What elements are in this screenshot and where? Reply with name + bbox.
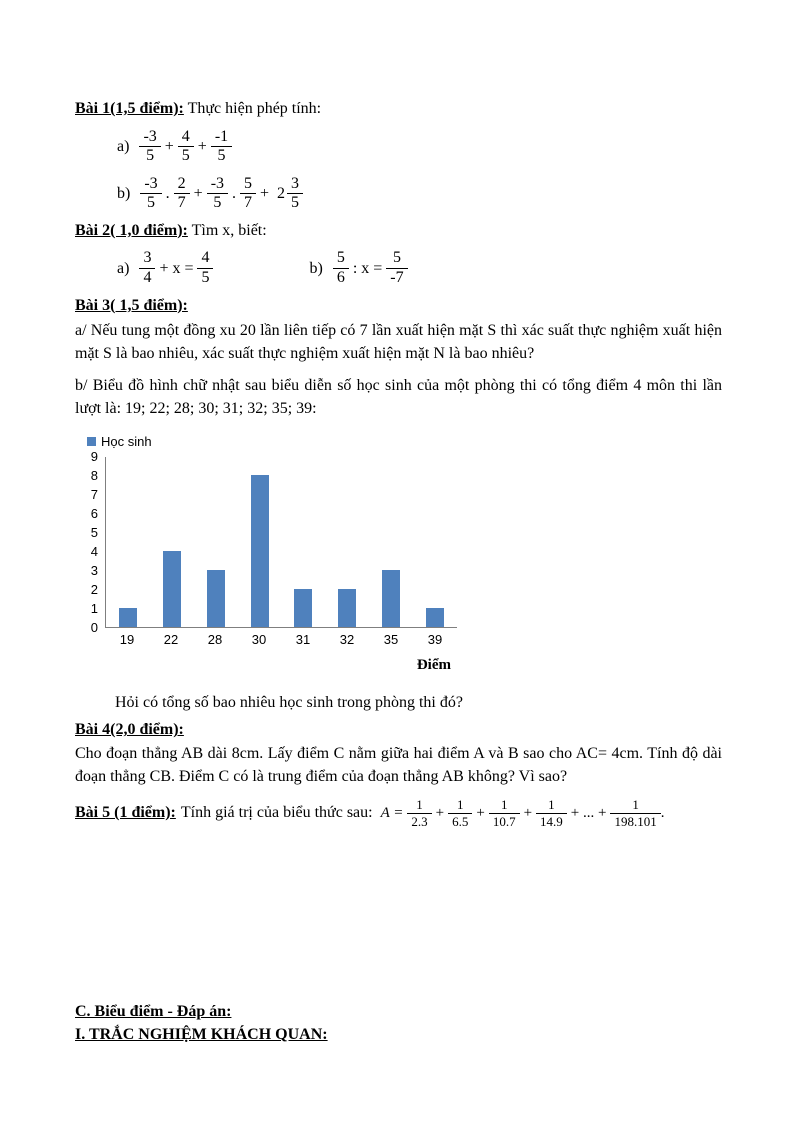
bai3-heading-line	[75, 296, 722, 317]
fraction-numerator: 1	[448, 798, 472, 814]
x-tick-label: 39	[427, 631, 443, 647]
bai2-heading-line	[75, 221, 722, 242]
fraction-numerator: -3	[207, 176, 228, 195]
fraction	[407, 798, 431, 828]
x-tick-label: 35	[383, 631, 399, 647]
operator: +	[193, 184, 203, 202]
item-b-label: b)	[309, 259, 323, 277]
bai1-intro: Thực hiện phép tính:	[187, 100, 322, 117]
fraction-denominator: 5	[291, 194, 300, 212]
bar	[119, 608, 137, 627]
chart-bars	[105, 457, 457, 628]
y-tick-label: 7	[90, 486, 98, 502]
x-tick-label: 31	[295, 631, 311, 647]
fraction-denominator: 7	[177, 194, 186, 212]
y-tick-label: 8	[90, 467, 98, 483]
fraction-numerator: 1	[489, 798, 520, 814]
y-tick-label: 9	[90, 448, 98, 464]
legend-swatch-icon	[87, 437, 96, 446]
fraction-denominator: 5	[217, 147, 226, 165]
fraction-numerator: 4	[197, 250, 213, 269]
fraction-denominator: 6	[336, 269, 345, 287]
fraction-numerator: 3	[287, 176, 303, 195]
fraction-numerator: 1	[407, 798, 431, 814]
expression-period: .	[660, 804, 665, 821]
bai5-title: Bài 5 (1 điểm):	[75, 804, 176, 822]
fraction	[197, 250, 213, 287]
x-tick-label: 32	[339, 631, 355, 647]
operator: : x =	[352, 259, 383, 277]
operator: +	[260, 184, 270, 202]
bar-cell	[238, 457, 282, 627]
y-tick-label: 6	[90, 505, 98, 521]
fraction-denominator: 5	[146, 194, 155, 212]
bai4-heading-line	[75, 720, 722, 741]
fraction	[174, 176, 190, 213]
y-tick-label: 1	[90, 600, 98, 616]
fraction-denominator: 5	[213, 194, 222, 212]
chart-x-axis-title: Điểm	[416, 656, 451, 673]
bar-chart	[83, 434, 463, 674]
y-tick-label: 5	[90, 524, 98, 540]
bai4-title: Bài 4(2,0 điểm):	[75, 721, 184, 739]
fraction-numerator: -3	[140, 176, 161, 195]
footer-line-2: I. TRẮC NGHIỆM KHÁCH QUAN:	[75, 1026, 328, 1044]
bai1-item-a	[75, 127, 722, 167]
bai5-intro: Tính giá trị của biểu thức sau:	[180, 804, 373, 822]
fraction-denominator: 5	[181, 147, 190, 165]
bai1-item-b	[75, 174, 722, 214]
bai3-paragraph-a: a/ Nếu tung một đồng xu 20 lần liên tiếp có 7 lần xuất hiện mặt S thì xác suất thực nghiệm xuất hiện mặt S là bao nhiêu, xác suất thực nghiệm xuất hiện mặt N là bao nhiêu?	[75, 322, 722, 362]
operator: + ... +	[570, 804, 607, 821]
fraction	[140, 176, 161, 213]
bai2-intro: Tìm x, biết:	[191, 221, 267, 239]
mixed-number-whole: 2	[277, 184, 286, 202]
bar	[294, 589, 312, 627]
fraction-numerator: 3	[139, 250, 155, 269]
x-tick-label: 28	[207, 631, 223, 647]
chart-legend	[87, 434, 463, 449]
bar	[251, 475, 269, 627]
legend-label: Học sinh	[101, 433, 152, 449]
operator: +	[523, 804, 533, 821]
bai1-heading-line	[75, 99, 722, 120]
item-a-label: a)	[117, 137, 130, 155]
fraction-denominator: 10.7	[492, 813, 516, 829]
fraction	[178, 129, 194, 166]
bai3-title: Bài 3( 1,5 điểm):	[75, 296, 188, 314]
operator: +	[476, 804, 485, 821]
chart-x-axis-labels	[105, 628, 457, 647]
footer-line-1: C. Biểu điểm - Đáp án:	[75, 1003, 232, 1020]
bar-cell	[413, 457, 457, 627]
fraction-numerator: -1	[211, 129, 232, 148]
fraction-denominator: 5	[201, 269, 210, 287]
operator: .	[232, 184, 237, 202]
fraction-denominator: 6.5	[452, 813, 469, 829]
fraction-numerator: 5	[333, 250, 349, 269]
bar-cell	[194, 457, 238, 627]
bar-cell	[282, 457, 326, 627]
chart-plot-area	[83, 448, 463, 635]
operator: +	[164, 137, 174, 155]
footer-headings	[75, 1000, 328, 1046]
bar-cell	[369, 457, 413, 627]
fraction	[448, 798, 472, 828]
y-tick-label: 4	[90, 543, 98, 559]
y-tick-label: 3	[90, 562, 98, 578]
fraction-numerator: 5	[386, 250, 407, 269]
fraction	[240, 176, 256, 213]
item-a-label: a)	[117, 259, 130, 277]
fraction-numerator: 2	[174, 176, 190, 195]
operator: + x =	[159, 259, 194, 277]
bar-cell	[325, 457, 369, 627]
y-tick-label: 0	[90, 619, 98, 635]
bai5-expression	[381, 798, 665, 828]
operator: .	[165, 184, 170, 202]
fraction-numerator: -3	[139, 129, 160, 148]
bar-cell	[106, 457, 150, 627]
fraction	[139, 250, 155, 287]
y-tick-label: 2	[90, 581, 98, 597]
fraction-denominator: -7	[390, 269, 404, 287]
bar	[163, 551, 181, 627]
bai2-items	[75, 249, 722, 289]
fraction-denominator: 2.3	[411, 813, 428, 829]
bai2-title: Bài 2( 1,0 điểm):	[75, 221, 188, 239]
fraction	[386, 250, 407, 287]
operator: +	[435, 804, 445, 821]
fraction	[333, 250, 349, 287]
fraction-denominator: 198.101	[614, 813, 657, 829]
fraction	[139, 129, 160, 166]
fraction-denominator: 4	[143, 269, 152, 287]
operator: +	[197, 137, 207, 155]
fraction	[207, 176, 228, 213]
x-tick-label: 30	[251, 631, 267, 647]
bar	[207, 570, 225, 627]
item-b-label: b)	[117, 184, 131, 202]
fraction-numerator: 1	[610, 798, 660, 814]
fraction	[536, 798, 567, 828]
fraction	[287, 176, 303, 213]
x-tick-label: 22	[163, 631, 179, 647]
bar	[426, 608, 444, 627]
bai3-paragraph-b: b/ Biểu đồ hình chữ nhật sau biểu diễn số học sinh của một phòng thi có tổng điểm 4 môn thi lần lượt là: 19; 22; 28; 30; 31; 32; 35; 39:	[75, 377, 722, 417]
bai5-line	[75, 798, 722, 828]
fraction-numerator: 4	[178, 129, 194, 148]
bai4-paragraph: Cho đoạn thẳng AB dài 8cm. Lấy điểm C nằm giữa hai điểm A và B sao cho AC= 4cm. Tính độ dài đoạn thẳng CB. Điểm C có là trung điểm của đoạn thẳng AB không? Vì sao?	[75, 745, 722, 785]
chart-y-axis	[83, 448, 105, 635]
bar-cell	[150, 457, 194, 627]
x-tick-label: 19	[119, 631, 135, 647]
fraction-denominator: 14.9	[540, 813, 563, 829]
expression-lhs: A =	[380, 804, 404, 821]
fraction	[211, 129, 232, 166]
bai1-title: Bài 1(1,5 điểm):	[75, 100, 184, 117]
fraction	[489, 798, 520, 828]
fraction-denominator: 7	[244, 194, 253, 212]
fraction-denominator: 5	[146, 147, 155, 165]
fraction-numerator: 1	[536, 798, 567, 814]
bar	[338, 589, 356, 627]
fraction-numerator: 5	[240, 176, 256, 195]
bai3-question: Hỏi có tổng số bao nhiêu học sinh trong phòng thi đó?	[115, 693, 463, 711]
bar	[382, 570, 400, 627]
fraction	[610, 798, 660, 828]
